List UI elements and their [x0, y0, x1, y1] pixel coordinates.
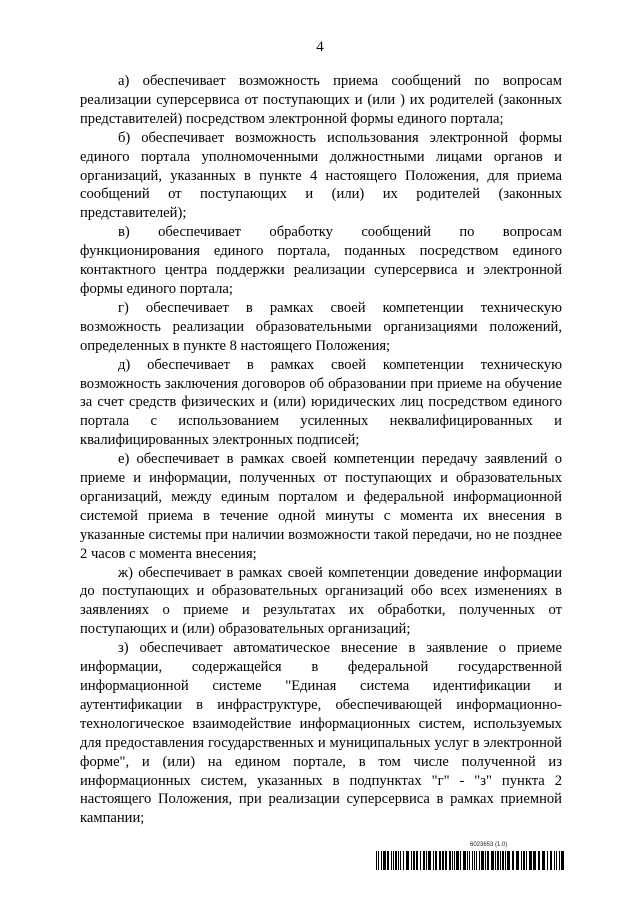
paragraph-a: а) обеспечивает возможность приема сообщений по вопросам реализации суперсервиса от поступающих и (или ) их родителей (законных представителей) посредством электронной формы единого портала; — [80, 73, 562, 127]
barcode-icon — [376, 851, 564, 870]
paragraph-b: б) обеспечивает возможность использования электронной формы единого портала уполномоченными должностными лицами органов и организаций, указанных в пункте 4 настоящего Положения, для приема сообщений от поступающих и (или) их родителей (законных представителей); — [80, 129, 562, 222]
page-number: 4 — [316, 39, 324, 55]
paragraph-z: з) обеспечивает автоматическое внесение в заявление о приеме информации, содержащейся в федеральной государственной информационной системе "Единая система идентификации и аутентификации в инфраструктуре, обеспечивающей информационно-технологическое взаимодействие информационных систем, используемых для предоставления государственных и муниципальных услуг в электронной форме", и (или) на едином портале, в том числе полученной из информационных систем, указанных в подпунктах "г" - "з" пункта 2 настоящего Положения, при реализации суперсервиса в рамках приемной кампании; — [80, 640, 562, 827]
document-code: 6023653 (1.0) — [470, 842, 508, 848]
paragraph-v: в) обеспечивает обработку сообщений по вопросам функционирования единого портала, поданных посредством единого контактного центра поддержки реализации суперсервиса и электронной формы единого портала; — [80, 224, 562, 297]
paragraph-zh: ж) обеспечивает в рамках своей компетенции доведение информации до поступающих и образовательных организаций обо всех изменениях в заявлениях о приеме и результатах их обработки, полученных от поступающих и (или) образовательных организаций; — [80, 564, 562, 638]
paragraph-d: д) обеспечивает в рамках своей компетенции техническую возможность заключения договоров об образовании при приеме на обучение за счет средств физических и (или) юридических лиц посредством единого портала с использованием усиленных неквалифицированных и квалифицированных электронных подписей; — [80, 356, 562, 449]
paragraph-e: е) обеспечивает в рамках своей компетенции передачу заявлений о приеме и информации, полученных от поступающих и образовательных организаций, между единым порталом и федеральной информационной системой приема в течение одной минуты с момента их внесения в указанные системы при наличии возможности такой передачи, но не позднее 2 часов с момента внесения; — [80, 451, 562, 562]
paragraph-g: г) обеспечивает в рамках своей компетенции техническую возможность реализации образовательными организациями положений, определенных в пункте 8 настоящего Положения; — [80, 299, 562, 354]
document-body — [80, 72, 562, 828]
